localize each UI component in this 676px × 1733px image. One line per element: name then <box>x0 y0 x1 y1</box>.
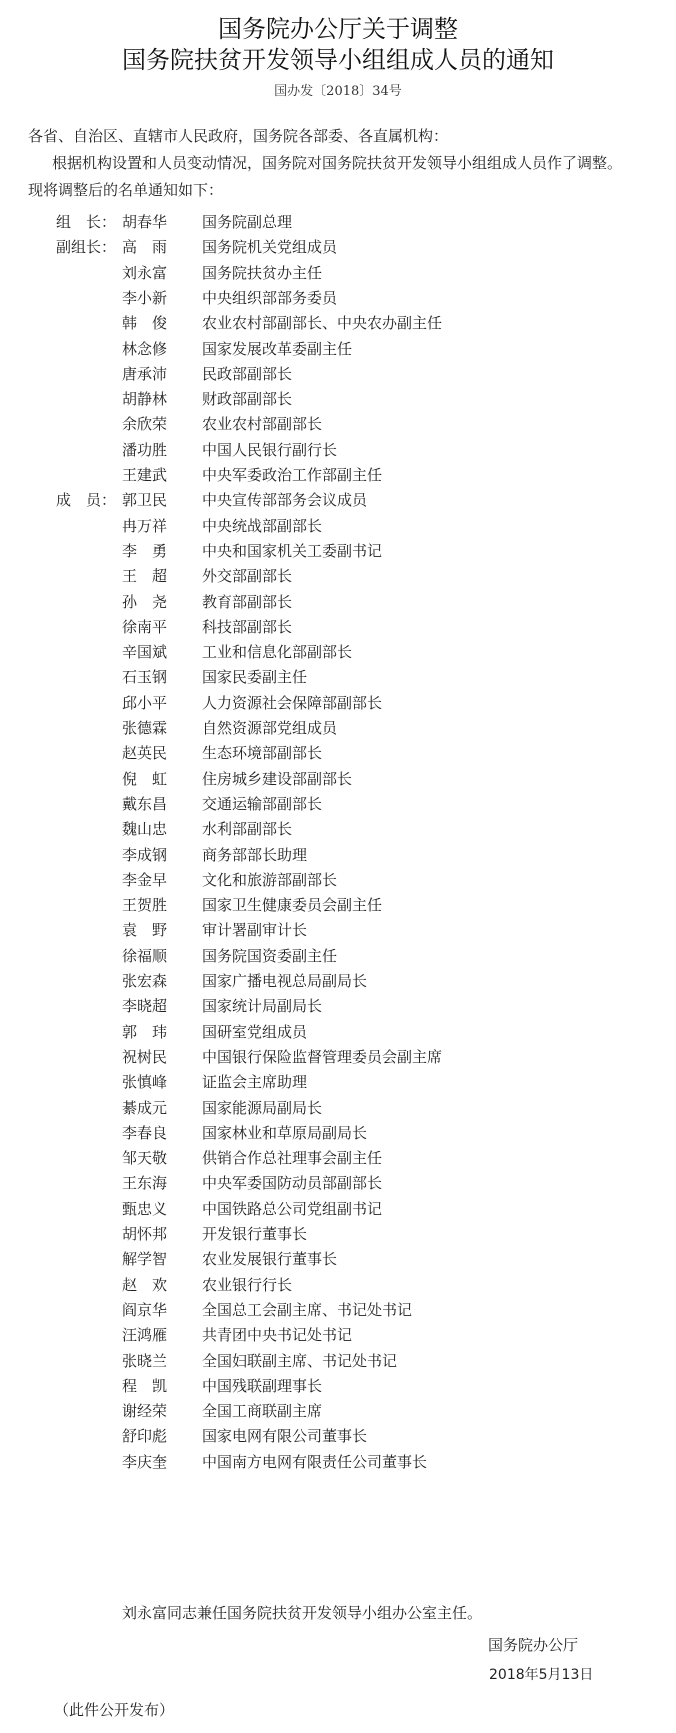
roster-position: 人力资源社会保障部副部长 <box>202 694 383 712</box>
roster-position: 国家电网有限公司董事长 <box>202 1427 368 1445</box>
roster-position: 开发银行董事长 <box>202 1225 308 1243</box>
roster-position: 文化和旅游部副部长 <box>202 871 338 889</box>
roster-position: 生态环境部副部长 <box>202 744 323 762</box>
roster-row <box>0 1422 676 1450</box>
roster-name: 王建武 <box>122 466 168 484</box>
roster-position: 科技部副部长 <box>202 618 293 636</box>
roster-position: 全国妇联副主席、书记处书记 <box>202 1352 398 1370</box>
roster-name: 张宏森 <box>122 972 168 990</box>
roster-position: 工业和信息化部副部长 <box>202 643 353 661</box>
roster-row <box>0 335 676 363</box>
roster-position: 中央统战部副部长 <box>202 517 323 535</box>
roster-name: 谢经荣 <box>122 1402 168 1420</box>
roster-position: 住房城乡建设部副部长 <box>202 770 353 788</box>
roster-name: 李金早 <box>122 871 168 889</box>
roster-role: 组 长： <box>56 213 117 231</box>
roster-position: 水利部副部长 <box>202 820 293 838</box>
roster-name: 袁 野 <box>122 921 168 939</box>
roster-position: 商务部部长助理 <box>202 846 308 864</box>
roster-name: 唐承沛 <box>122 365 168 383</box>
roster-row <box>0 765 676 793</box>
roster-name: 张晓兰 <box>122 1352 168 1370</box>
roster-position: 国务院国资委副主任 <box>202 947 338 965</box>
roster-name: 李庆奎 <box>122 1453 168 1471</box>
roster-name: 戴东昌 <box>122 795 168 813</box>
roster-position: 农业农村部副部长 <box>202 415 323 433</box>
roster-name: 徐福顺 <box>122 947 168 965</box>
roster-position: 全国总工会副主席、书记处书记 <box>202 1301 413 1319</box>
roster-name: 舒印彪 <box>122 1427 168 1445</box>
roster-name: 张德霖 <box>122 719 168 737</box>
roster-position: 国家统计局副局长 <box>202 997 323 1015</box>
roster-name: 刘永富 <box>122 264 168 282</box>
roster-row <box>0 689 676 717</box>
roster-position: 中央和国家机关工委副书记 <box>202 542 383 560</box>
roster-row <box>0 588 676 616</box>
roster-row <box>0 1245 676 1273</box>
roster-row <box>0 739 676 767</box>
roster-row <box>0 1068 676 1096</box>
roster-row <box>0 486 676 514</box>
roster-name: 汪鸿雁 <box>122 1326 168 1344</box>
issuing-office: 国务院办公厅 <box>488 1636 579 1654</box>
roster-position: 中央组织部部务委员 <box>202 289 338 307</box>
roster-name: 魏山忠 <box>122 820 168 838</box>
roster-row <box>0 1195 676 1223</box>
roster-name: 辛国斌 <box>122 643 168 661</box>
roster-name: 胡春华 <box>122 213 168 231</box>
roster-row <box>0 613 676 641</box>
roster-position: 财政部副部长 <box>202 390 293 408</box>
roster-row <box>0 385 676 413</box>
roster-name: 林念修 <box>122 340 168 358</box>
release-note: （此件公开发布） <box>54 1701 175 1719</box>
roster-position: 农业发展银行董事长 <box>202 1250 338 1268</box>
roster-position: 国家发展改革委副主任 <box>202 340 353 358</box>
roster-row <box>0 942 676 970</box>
roster-row <box>0 790 676 818</box>
roster-name: 余欣荣 <box>122 415 168 433</box>
roster-position: 农业农村部副部长、中央农办副主任 <box>202 314 443 332</box>
roster-name: 郭 玮 <box>122 1023 168 1041</box>
roster-name: 胡怀邦 <box>122 1225 168 1243</box>
roster-position: 共青团中央书记处书记 <box>202 1326 353 1344</box>
roster-row <box>0 208 676 236</box>
roster-row <box>0 309 676 337</box>
roster-row <box>0 410 676 438</box>
roster-name: 阎京华 <box>122 1301 168 1319</box>
roster-row <box>0 562 676 590</box>
roster-position: 农业银行行长 <box>202 1276 293 1294</box>
roster-name: 韩 俊 <box>122 314 168 332</box>
roster-row <box>0 992 676 1020</box>
roster-row <box>0 1018 676 1046</box>
roster-name: 王贺胜 <box>122 896 168 914</box>
roster-name: 李 勇 <box>122 542 168 560</box>
roster-name: 解学智 <box>122 1250 168 1268</box>
body-paragraph-1: 根据机构设置和人员变动情况，国务院对国务院扶贫开发领导小组组成人员作了调整。 <box>52 154 623 172</box>
roster-row <box>0 284 676 312</box>
roster-position: 国务院副总理 <box>202 213 293 231</box>
roster-position: 教育部副部长 <box>202 593 293 611</box>
roster-row <box>0 714 676 742</box>
roster-role: 副组长： <box>56 238 117 256</box>
roster-row <box>0 436 676 464</box>
roster-position: 外交部副部长 <box>202 567 293 585</box>
roster-name: 邹天敬 <box>122 1149 168 1167</box>
roster-row <box>0 1169 676 1197</box>
roster-name: 张慎峰 <box>122 1073 168 1091</box>
document-title-line-2: 国务院扶贫开发领导小组组成人员的通知 <box>122 46 554 74</box>
roster-row <box>0 916 676 944</box>
roster-row <box>0 1448 676 1476</box>
roster-row <box>0 663 676 691</box>
roster-position: 国家卫生健康委员会副主任 <box>202 896 383 914</box>
roster-name: 孙 尧 <box>122 593 168 611</box>
roster-position: 国家能源局副局长 <box>202 1099 323 1117</box>
document-title-line-1: 国务院办公厅关于调整 <box>218 15 458 43</box>
roster-position: 供销合作总社理事会副主任 <box>202 1149 383 1167</box>
roster-row <box>0 967 676 995</box>
roster-name: 徐南平 <box>122 618 168 636</box>
roster-position: 中国南方电网有限责任公司董事长 <box>202 1453 428 1471</box>
salutation: 各省、自治区、直辖市人民政府，国务院各部委、各直属机构： <box>28 127 449 145</box>
roster-position: 中央军委政治工作部副主任 <box>202 466 383 484</box>
roster-position: 国务院扶贫办主任 <box>202 264 323 282</box>
roster-name: 甄忠义 <box>122 1200 168 1218</box>
roster-name: 胡静林 <box>122 390 168 408</box>
roster-name: 冉万祥 <box>122 517 168 535</box>
roster-position: 中央军委国防动员部副部长 <box>202 1174 383 1192</box>
roster-position: 中央宣传部部务会议成员 <box>202 491 368 509</box>
roster-role: 成 员： <box>56 491 117 509</box>
roster-name: 高 雨 <box>122 238 168 256</box>
roster-position: 中国铁路总公司党组副书记 <box>202 1200 383 1218</box>
roster-name: 李晓超 <box>122 997 168 1015</box>
roster-row <box>0 1094 676 1122</box>
roster-row <box>0 1271 676 1299</box>
roster-name: 綦成元 <box>122 1099 168 1117</box>
roster-name: 潘功胜 <box>122 441 168 459</box>
roster-row <box>0 1296 676 1324</box>
roster-name: 王东海 <box>122 1174 168 1192</box>
roster-row <box>0 537 676 565</box>
roster-name: 石玉钢 <box>122 668 168 686</box>
roster-row <box>0 1144 676 1172</box>
roster-position: 证监会主席助理 <box>202 1073 308 1091</box>
roster-name: 李小新 <box>122 289 168 307</box>
roster-position: 民政部副部长 <box>202 365 293 383</box>
roster-name: 李春良 <box>122 1124 168 1142</box>
roster-name: 郭卫民 <box>122 491 168 509</box>
roster-position: 国家民委副主任 <box>202 668 308 686</box>
roster-row <box>0 360 676 388</box>
roster-row <box>0 1347 676 1375</box>
roster-row <box>0 259 676 287</box>
roster-row <box>0 233 676 261</box>
roster-position: 审计署副审计长 <box>202 921 308 939</box>
roster-row <box>0 512 676 540</box>
roster-name: 程 凯 <box>122 1377 168 1395</box>
roster-position: 中国银行保险监督管理委员会副主席 <box>202 1048 443 1066</box>
roster-position: 中国残联副理事长 <box>202 1377 323 1395</box>
body-paragraph-2: 现将调整后的名单通知如下： <box>28 181 224 199</box>
roster-name: 王 超 <box>122 567 168 585</box>
roster-name: 李成钢 <box>122 846 168 864</box>
roster-row <box>0 1321 676 1349</box>
roster-position: 交通运输部副部长 <box>202 795 323 813</box>
roster-name: 祝树民 <box>122 1048 168 1066</box>
roster-row <box>0 1043 676 1071</box>
roster-name: 赵 欢 <box>122 1276 168 1294</box>
roster-name: 赵英民 <box>122 744 168 762</box>
roster-row <box>0 841 676 869</box>
roster-row <box>0 1372 676 1400</box>
roster-position: 国研室党组成员 <box>202 1023 308 1041</box>
roster-position: 全国工商联副主席 <box>202 1402 323 1420</box>
roster-position: 自然资源部党组成员 <box>202 719 338 737</box>
roster-row <box>0 866 676 894</box>
roster-name: 邱小平 <box>122 694 168 712</box>
issue-date: 2018年5月13日 <box>489 1667 594 1683</box>
roster-position: 国务院机关党组成员 <box>202 238 338 256</box>
roster-name: 倪 虹 <box>122 770 168 788</box>
roster-row <box>0 815 676 843</box>
document-number: 国办发〔2018〕34号 <box>274 84 402 99</box>
office-director-note: 刘永富同志兼任国务院扶贫开发领导小组办公室主任。 <box>122 1604 483 1622</box>
roster-row <box>0 1119 676 1147</box>
roster-position: 中国人民银行副行长 <box>202 441 338 459</box>
roster-position: 国家林业和草原局副局长 <box>202 1124 368 1142</box>
roster-row <box>0 1397 676 1425</box>
roster-row <box>0 1220 676 1248</box>
roster-row <box>0 461 676 489</box>
roster-position: 国家广播电视总局副局长 <box>202 972 368 990</box>
roster-row <box>0 638 676 666</box>
roster-row <box>0 891 676 919</box>
